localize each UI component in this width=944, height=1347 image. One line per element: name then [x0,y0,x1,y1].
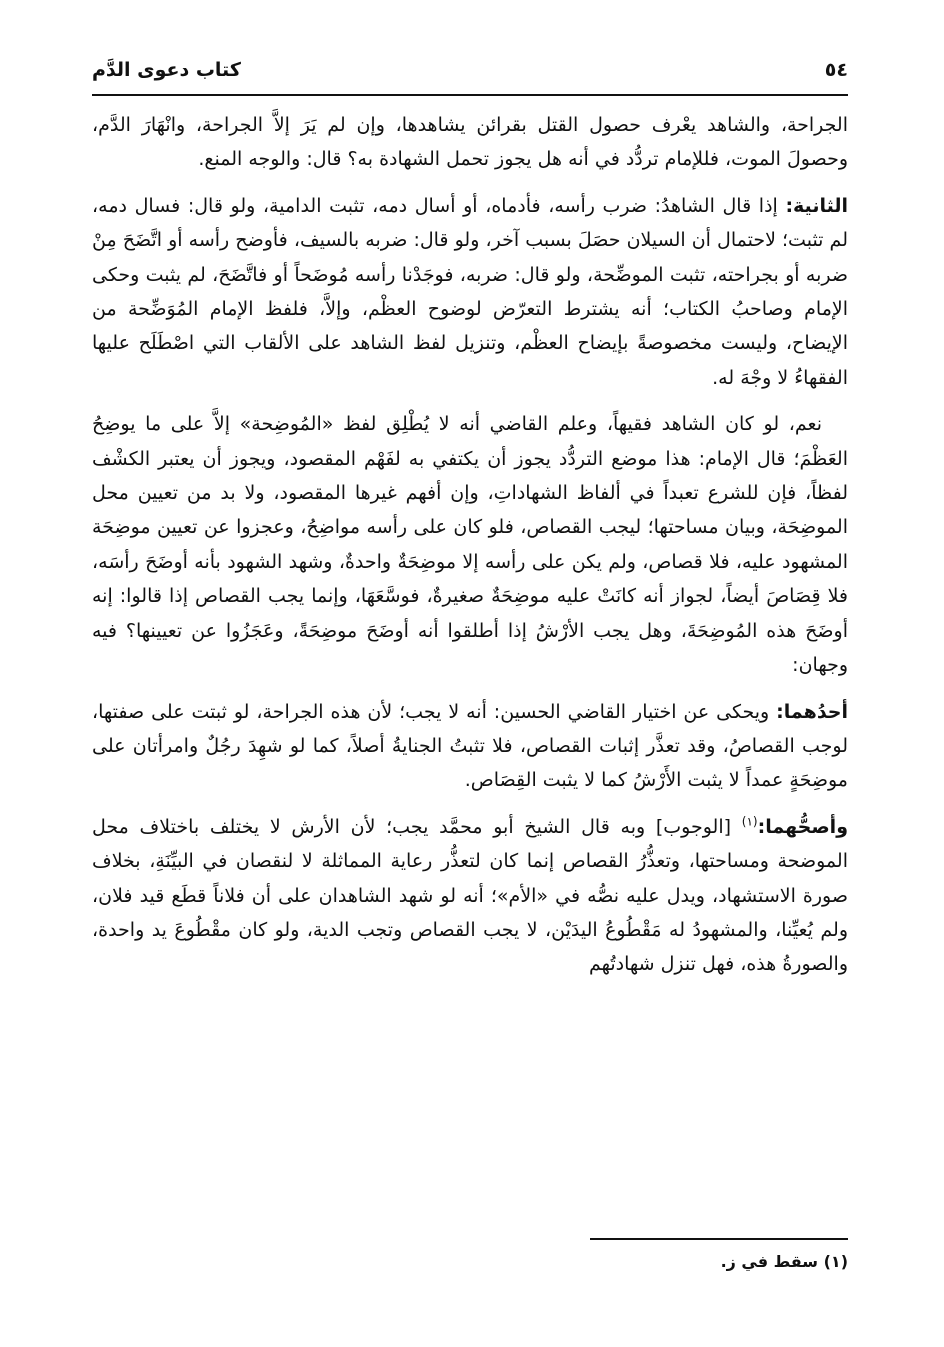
paragraph-5 [92,810,848,982]
paragraph-1 [92,108,848,177]
page-header [92,48,848,92]
paragraph-2 [92,189,848,395]
book-title: كتاب دعوى الدَّم [92,59,241,81]
header-divider [92,94,848,96]
paragraph-4 [92,695,848,798]
paragraph-text: الجراحة، والشاهد يعْرف حصول القتل بقرائن يشاهدها، وإن لم يَرَ إلاَّ الجراحة، وانْهَارَ الدَّم، وحصولَ الموت، فللإمام تردُّد في أنه هل يجوز تحمل الشهادة به؟ قال: والوجه المنع. [92,114,848,171]
paragraph-lead: أحدُهما: [776,700,848,723]
paragraph-3 [92,407,848,682]
paragraph-lead: الثانية: [785,194,848,217]
page-number: ٥٤ [824,59,848,81]
paragraph-text: [الوجوب] وبه قال الشيخ أبو محمَّد يجب؛ لأن الأرش لا يختلف باختلاف محل الموضحة ومساحتها، وتعذُّرُ القصاص إنما كان لتعذُّر رعاية المماثلة لا لنقصان في البيِّنَةِ، بخلاف صورة الاستشهاد، ويدل عليه نصُّه في «الأم»؛ أنه لو شهد الشاهدان على أن فلاناً قطَع قيد فلان، ولم يُعيِّنا، والمشهودُ له مَقْطُوعُ اليدَيْن، لا يجب القصاص وتجب الدية، ولو كان مقْطُوعَ يد واحدة، والصورةُ هذه، فهل تنزل شهادتُهم [92,815,848,976]
footnote-text: (١) سقط في ز. [720,1252,848,1271]
paragraph-lead: وأصحُّهما: [757,815,848,838]
footnote [92,1252,848,1271]
paragraph-text: إذا قال الشاهدُ: ضرب رأسه، فأدماه، أو أسال دمه، تثبت الدامية، ولو قال: فسال دمه، لم تثبت؛ لاحتمال أن السيلان حصَلَ بسبب آخر، ولو قال: ضربه بالسيف، فأوضح رأسه أو اتَّضَحَ مِنْ ضربه أو بجراحته، تثبت الموضِّحة، ولو قال: ضربه، فوجَدْنا رأسه مُوضَحاً أو فاتَّضَحَ، لم يثبت وحكى الإمام وصاحبُ الكتاب؛ أنه يشترط التعرّض لوضوح العظْم، وإلاَّ، فلفظ الإمام المُوَضِّحة من الإيضاح، وليست مخصوصةً بإيضاح العظْم، وتنزيل لفظ الشاهد على الألقاب التي اصْطَلَح عليها الفقهاءُ لا وجْهَ له. [92,194,848,389]
paragraph-text: نعم، لو كان الشاهد فقيهاً، وعلم القاضي أنه لا يُطْلِق لفظ «المُوضِحة» إلاَّ على ما يوضِحُ العَظْمَ؛ قال الإمام: هذا موضع التردُّد يجوز أن يكتفي به لفَهْم المقصود، ويجوز أن يعتبر الكشْف لفظاً، فإن للشرع تعبداً في ألفاظ الشهاداتِ، وإن أفهم غيرها المقصود، ولا بد من تعيين محل الموضِحَة، وبيان مساحتها؛ ليجب القصاص، فلو كان على رأسه مواضِحُ، وعجزوا عن تعيين موضِحَة المشهود عليه، فلا قصاص، ولم يكن على رأسه إلا موضِحَةٌ واحدةٌ، وشهد الشهود بأنه أوضَحَ رأسَه، فلا قِصَاصَ أيضاً، لجواز أنه كانَتْ عليه موضِحَةٌ صغيرةٌ، فوسَّعَهَا، وإنما يجب القصاص إذا قالوا: إنه أوضَحَ هذه المُوضِحَةَ، وهل يجب الأرْشُ إذا أطلقوا أنه أوضَحَ موضِحَةً، وعَجَزُوا عن تعيينها؟ فيه وجهان: [92,413,848,677]
main-text [92,108,848,994]
footnote-marker: (١) [741,814,758,829]
footnote-divider [590,1238,848,1240]
paragraph-text: ويحكى عن اختيار القاضي الحسين: أنه لا يجب؛ لأن هذه الجراحة، لو ثبتت على صفتها، لوجب القصاصُ، وقد تعذَّر إثبات القصاص، فلا تثبتُ الجنايةُ أصلاً، كما لو شهِدَ رجُلٌ وامرأتان على موضِحَةٍ عمداً لا يثبت الأَرْشُ كما لا يثبت القِصَاص. [92,700,848,792]
